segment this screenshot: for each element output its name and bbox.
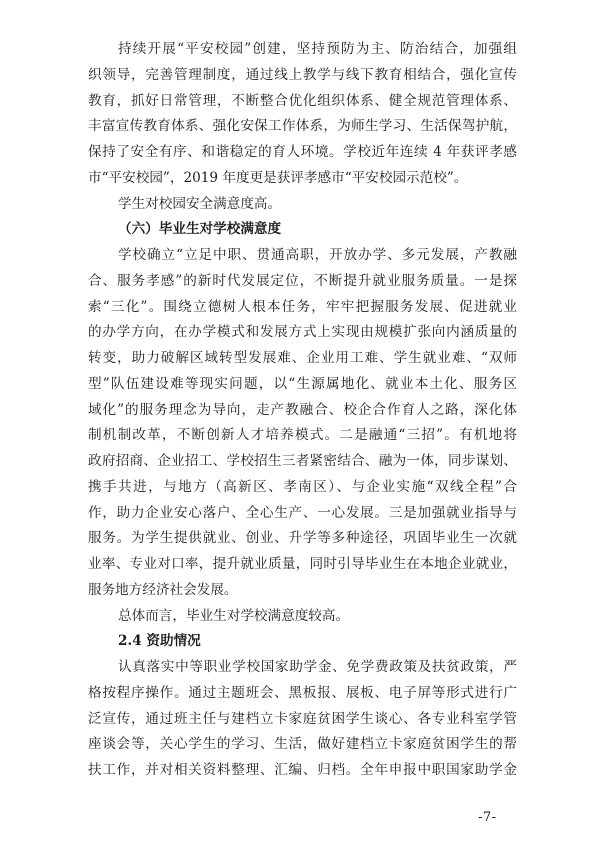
- paragraph-line: 索“三化”。围绕立德树人根本任务，牢牢把握服务发展、促进就业: [88, 298, 517, 315]
- section-heading-graduates: （六）毕业生对学校满意度: [118, 221, 282, 238]
- page-number: -7-: [478, 810, 497, 825]
- paragraph-line: 域化”的服务理念为导向，走产教融合、校企合作育人之路，深化体: [88, 401, 517, 418]
- paragraph-line: 型”队伍建设难等现实问题，以“生源属地化、就业本土化、服务区: [88, 375, 517, 392]
- paragraph-line: 格按程序操作。通过主题班会、黑板报、展板、电子屏等形式进行广: [88, 684, 517, 701]
- paragraph-line: 教育，抓好日常管理，不断整合优化组织体系、健全规范管理体系、: [88, 92, 517, 109]
- paragraph-line: 服务。为学生提供就业、创业、升学等多种途径，巩固毕业生一次就: [88, 530, 517, 547]
- paragraph-line: 丰富宣传教育体系、强化安保工作体系，为师生学习、生活保驾护航，: [88, 118, 517, 135]
- paragraph-line: 泛宣传，通过班主任与建档立卡家庭贫困学生谈心、各专业科室学管: [88, 710, 517, 727]
- paragraph-line: 织领导，完善管理制度，通过线上教学与线下教育相结合，强化宣传: [88, 66, 517, 83]
- paragraph-line: 认真落实中等职业学校国家助学金、免学费政策及扶贫政策，严: [118, 659, 517, 675]
- paragraph-line: 服务地方经济社会发展。: [88, 581, 238, 598]
- safety-summary: 学生对校园安全满意度高。: [118, 195, 282, 212]
- paragraph-line: 扶工作，并对相关资料整理、汇编、归档。全年申报中职国家助学金: [88, 762, 517, 778]
- paragraph-line: 转变，助力破解区域转型发展难、企业用工难、学生就业难、“双师: [88, 350, 517, 366]
- paragraph-line: 座谈会等，关心学生的学习、生活，做好建档立卡家庭贫困学生的帮: [88, 736, 517, 753]
- paragraph-line: 携手共进，与地方（高新区、孝南区）、与企业实施“双线全程”合: [88, 478, 517, 495]
- paragraph-line: 学校确立“立足中职、贯通高职，开放办学、多元发展，产教融: [118, 247, 517, 263]
- paragraph-line: 保持了安全有序、和谐稳定的育人环境。学校近年连续 4 年获评孝感: [88, 144, 517, 160]
- paragraph-line: 合、服务孝感”的新时代发展定位，不断提升就业服务质量。一是探: [88, 272, 517, 289]
- paragraph-line: 政府招商、企业招工、学校招生三者紧密结合、融为一体，同步谋划、: [88, 453, 517, 469]
- paragraph-line: 市“平安校园”，2019 年度更是获评孝感市“平安校园示范校”。: [88, 169, 468, 186]
- graduates-summary: 总体而言，毕业生对学校满意度较高。: [118, 607, 350, 624]
- paragraph-line: 业率、专业对口率，提升就业质量，同时引导毕业生在本地企业就业，: [88, 556, 517, 572]
- paragraph-line: 的办学方向，在办学模式和发展方式上实现由规模扩张向内涵质量的: [88, 324, 517, 341]
- paragraph-line: 制机制改革，不断创新人才培养模式。二是融通“三招”。有机地将: [88, 427, 517, 444]
- paragraph-line: 作，助力企业安心落户、全心生产、一心发展。三是加强就业指导与: [88, 504, 517, 521]
- section-heading-funding: 2.4 资助情况: [118, 633, 201, 650]
- paragraph-line: 持续开展“平安校园”创建，坚持预防为主、防治结合，加强组: [118, 41, 517, 57]
- body-text: [88, 37, 517, 784]
